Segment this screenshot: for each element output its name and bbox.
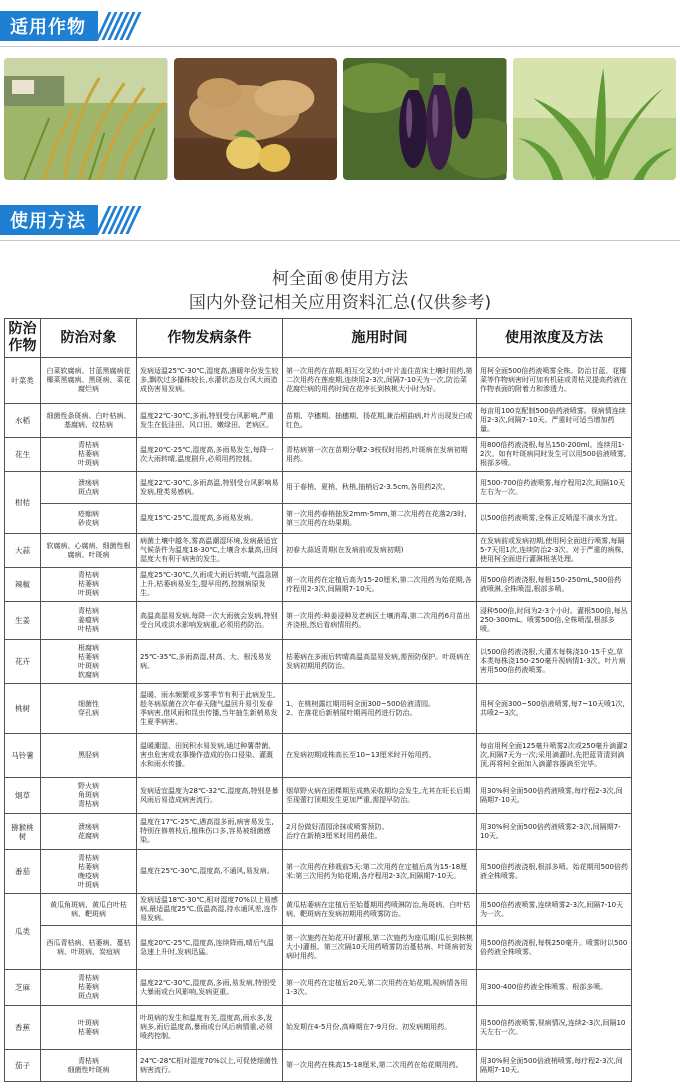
method-cell: 用500倍药液浇根,每根150-250mL,500倍药液喷淋,全株喷湿,根部多喷。 bbox=[477, 568, 632, 602]
condition-cell: 温度20℃-25℃,湿度高,多雨易发生,每降一次大雨转晴,温度剧升,必须用药控制。 bbox=[137, 438, 283, 472]
crop-photos bbox=[4, 58, 676, 180]
table-row bbox=[5, 358, 632, 404]
method-cell: 用300-400倍药液全株喷雾。根部多喷。 bbox=[477, 970, 632, 1006]
condition-cell: 叶斑病的发生和温度有关,湿度高,雨水多,发病多,雨后温度高,暴雨或台风后病情重,必须喷药控制。 bbox=[137, 1006, 283, 1050]
table-row bbox=[5, 602, 632, 640]
time-cell: 第一次用药在定植后高为15-20厘米,第二次用药为始花期,各疗程用2-3次,间隔期7-10天。 bbox=[283, 568, 477, 602]
table-row bbox=[5, 472, 632, 504]
disease-cell: 疮痂病 砂皮病 bbox=[41, 504, 137, 534]
disease-cell: 西瓜青枯病、枯萎病、蔓枯病、叶斑病、炭疽病 bbox=[41, 926, 137, 970]
time-cell: 初春大蒜返青期(在发病前或发病初期) bbox=[283, 534, 477, 568]
table-row bbox=[5, 640, 632, 684]
header-target: 防治对象 bbox=[41, 319, 137, 358]
crop-cell: 大蒜 bbox=[5, 534, 41, 568]
method-cell: 以500倍药液浇根,大灌木每株浇10-15千克,草本类每株浇150-250毫升视病情1-3次。叶片病害用500倍药液喷雾。 bbox=[477, 640, 632, 684]
time-cell: 青枯病第一次在苗期分孽2-3枝权时用药,叶斑病在发病初期用药。 bbox=[283, 438, 477, 472]
disease-cell: 青枯病 枯萎病 晚疫病 叶斑病 bbox=[41, 850, 137, 894]
condition-cell: 温度在25℃-30℃,湿度高,不通风,易发病。 bbox=[137, 850, 283, 894]
crop-cell: 辣椒 bbox=[5, 568, 41, 602]
table-row bbox=[5, 734, 632, 778]
table-row bbox=[5, 1050, 632, 1082]
time-cell: 1、在桃树露红期用柯全面300~500倍液清园。 2、在落花后新梢展叶期再用药进行防治。 bbox=[283, 684, 477, 734]
table-row bbox=[5, 534, 632, 568]
disease-cell: 细菌性 穿孔病 bbox=[41, 684, 137, 734]
condition-cell: 温度22℃-30℃,多雨高温,特别受台风影响易发病,橙类易感病。 bbox=[137, 472, 283, 504]
condition-cell: 温度25℃-30℃,久雨或大雨后转晴,气温急剧上升,枯萎病易发生,提早用药,控制病原发生。 bbox=[137, 568, 283, 602]
method-cell: 以500倍药液喷雾,全株正反喷湿不滴水为宜。 bbox=[477, 504, 632, 534]
table-row bbox=[5, 894, 632, 926]
time-cell: 黄瓜枯萎病在定植后至始蔓期用药喷淋防治,角斑病、白叶枯病、靶斑病在发病初期用药喷雾防治。 bbox=[283, 894, 477, 926]
time-cell: 第一次用药在苗期,相互交叉的小叶片盖住苗床土壤时用药,第二次用药在莲座期,连续用2-3次,间隔7-10天为一次,防治菜花腐烂病的用药时间在花序长到核桃大小时为好。 bbox=[283, 358, 477, 404]
disease-cell: 青枯病 枯萎病 叶斑病 bbox=[41, 568, 137, 602]
eggplant-photo bbox=[343, 58, 507, 180]
condition-cell: 发病适温18℃-30℃,相对湿度70%以上易感病,最适温度25℃,低温高湿,持水通风差,连作易发病。 bbox=[137, 894, 283, 926]
plant-photo bbox=[513, 58, 677, 180]
method-cell: 用500-700倍药液喷雾,每疗程用2次,间隔10天左右为一次。 bbox=[477, 472, 632, 504]
condition-cell: 温度22℃-30℃,多雨,特别受台风影响,严重发生在低洼田、风口田、嫩绿田、老病区。 bbox=[137, 404, 283, 438]
crop-cell: 花生 bbox=[5, 438, 41, 472]
table-row bbox=[5, 404, 632, 438]
crops-section-title: 适用作物 bbox=[0, 11, 98, 41]
time-cell: 第一次用药在定植后20天,第二次用药在始花期,视病情各用1-3次。 bbox=[283, 970, 477, 1006]
disease-cell: 青枯病 枯萎病 叶斑病 bbox=[41, 438, 137, 472]
method-cell: 用柯全面500倍药液喷雾全株。防治甘蓝、花椰菜等作物病害时可加有机硅或青枯灵提高药液在作物表面的附着力和渗透力。 bbox=[477, 358, 632, 404]
usage-table bbox=[4, 318, 632, 1082]
table-row bbox=[5, 778, 632, 814]
time-cell: 在发病初期或株高长至10~13厘米时开始用药。 bbox=[283, 734, 477, 778]
crop-cell: 茄子 bbox=[5, 1050, 41, 1082]
doc-subtitle: 国内外登记相关应用资料汇总(仅供参考) bbox=[188, 293, 492, 313]
header-condition: 作物发病条件 bbox=[137, 319, 283, 358]
method-cell: 用30%柯全面500倍药液喷雾,每疗程2-3次,间隔期7-10天。 bbox=[477, 778, 632, 814]
divider bbox=[0, 46, 680, 47]
condition-cell: 温度在17℃-25℃,遇高湿多雨,病害易发生,特别在修剪枝后,植株伤口多,容易被细菌感染。 bbox=[137, 814, 283, 850]
crop-cell: 生姜 bbox=[5, 602, 41, 640]
disease-cell: 野火病 角斑病 青枯病 bbox=[41, 778, 137, 814]
header-crop: 防治作物 bbox=[5, 319, 41, 358]
rice-photo bbox=[4, 58, 168, 180]
disease-cell: 黄瓜角斑病、黄瓜白叶枯病、靶斑病 bbox=[41, 894, 137, 926]
crop-cell: 马铃薯 bbox=[5, 734, 41, 778]
crop-cell: 桃树 bbox=[5, 684, 41, 734]
condition-cell: 发病适温25℃-30℃,湿度高,遇暖年份发生较多,飘吹过多播株较长,水灌状态及台风大雨造成伤害易发病。 bbox=[137, 358, 283, 404]
table-row bbox=[5, 504, 632, 534]
table-row bbox=[5, 850, 632, 894]
time-cell: 第一次用药:种姜浸种及老病区土壤消毒,第二次用药6月苗出齐浇根,然后看病情用药。 bbox=[283, 602, 477, 640]
header-method: 使用浓度及方法 bbox=[477, 319, 632, 358]
header-time: 施用时间 bbox=[283, 319, 477, 358]
crop-cell: 猕猴桃树 bbox=[5, 814, 41, 850]
time-cell: 第一次用药春梢抽发2mm-5mm,第二次用药在花落2/3时,第三次用药在幼果期。 bbox=[283, 504, 477, 534]
condition-cell: 温度22℃-30℃,湿度高,多雨,易发病,特别受大暴雨或台风影响,发病更重。 bbox=[137, 970, 283, 1006]
disease-cell: 细菌性条斑病、白叶枯病、基腐病、纹枯病 bbox=[41, 404, 137, 438]
disease-cell: 青枯病 枯萎病 斑点病 bbox=[41, 970, 137, 1006]
disease-cell: 青枯病 细菌性叶斑病 bbox=[41, 1050, 137, 1082]
condition-cell: 25℃-35℃,多雨高湿,材高、大、根浅易发病。 bbox=[137, 640, 283, 684]
method-cell: 浸种500倍,时间为2-3个小时。灌根500倍,每丛250-300mL。喷雾500倍,全株喷湿,根部多喷。 bbox=[477, 602, 632, 640]
condition-cell: 高温高湿易发病,每降一次大雨就会发病,特别受台风或洪水影响发病重,必须用药防治。 bbox=[137, 602, 283, 640]
condition-cell: 病菌土壤中越冬,雾高温潮湿环境,发病最适宜气候条件为温度18-30℃,土壤含水量高,田间湿度大有利于病害的发生。 bbox=[137, 534, 283, 568]
time-cell: 第一次用药在株高15-18厘米,第二次用药在始花期用药。 bbox=[283, 1050, 477, 1082]
method-cell: 用800倍药液浇根,每丛150-200ml。连续用1-2次。如有叶斑病同时发生可以用500倍液喷雾,根部多喷。 bbox=[477, 438, 632, 472]
table-header-row bbox=[5, 319, 632, 358]
condition-cell: 温度15℃-25℃,湿度高,多雨易发病。 bbox=[137, 504, 283, 534]
method-cell: 用30%柯全面500倍液梢喷雾,每疗程2-3次,间隔期7-10天。 bbox=[477, 1050, 632, 1082]
table-row bbox=[5, 684, 632, 734]
method-cell: 用柯全面300~500倍液喷雾,每7~10天喷1次,共喷2~3次。 bbox=[477, 684, 632, 734]
disease-cell: 叶斑病 枯萎病 bbox=[41, 1006, 137, 1050]
method-cell: 每亩用100克配制500倍药液喷雾。视病情连续用2-3次,间隔7-10天。严重时可适当增加药量。 bbox=[477, 404, 632, 438]
crop-cell: 瓜类 bbox=[5, 894, 41, 970]
crops-section-banner bbox=[0, 6, 138, 46]
crop-cell: 番茄 bbox=[5, 850, 41, 894]
method-cell: 每亩用柯全面125毫升喷雾2次或250毫升滴灌2次,间隔7天为一次;采用滴灌时,先把蓝背清到滴顶,再将柯全面加入滴灌容器滴至完毕。 bbox=[477, 734, 632, 778]
table-row bbox=[5, 1006, 632, 1050]
time-cell: 2月份做好清园涂抹或喷雾预防。 治疗在新梢3厘米时用药最佳。 bbox=[283, 814, 477, 850]
time-cell: 苗期、孕穗期、抽穗期、扬花期,兼治稻曲病,叶片出现发白或红色。 bbox=[283, 404, 477, 438]
method-cell: 用500倍药液喷雾,连续喷雾2-3次,间隔7-10天为一次。 bbox=[477, 894, 632, 926]
time-cell: 第一次用药在移栽前5天:第二次用药在定植后高为15-18厘米:第三次用药为始花期,各疗程用2-3次,间隔期7-10天。 bbox=[283, 850, 477, 894]
disease-cell: 白菜软腐病、甘蓝黑腐病花椰菜黑腐病、黑斑病、菜花腐烂病 bbox=[41, 358, 137, 404]
crop-cell: 芝麻 bbox=[5, 970, 41, 1006]
crop-cell: 花卉 bbox=[5, 640, 41, 684]
banner-stripes bbox=[102, 206, 138, 234]
table-row bbox=[5, 970, 632, 1006]
table-row bbox=[5, 568, 632, 602]
disease-cell: 溃疡病 花腐病 bbox=[41, 814, 137, 850]
disease-cell: 溃疡病 斑点病 bbox=[41, 472, 137, 504]
crop-cell: 烟草 bbox=[5, 778, 41, 814]
table-row bbox=[5, 814, 632, 850]
condition-cell: 发病适宜温度为28℃-32℃,湿度高,特别是暴风雨后易造成病害流行。 bbox=[137, 778, 283, 814]
disease-cell: 青枯病 姜瘟病 叶枯病 bbox=[41, 602, 137, 640]
banner-stripes bbox=[102, 12, 138, 40]
divider bbox=[0, 240, 680, 241]
disease-cell: 黑胫病 bbox=[41, 734, 137, 778]
method-cell: 用500倍药液喷雾,视病情况,连续2-3次,间隔10天左右一次。 bbox=[477, 1006, 632, 1050]
usage-section-banner bbox=[0, 200, 138, 240]
table-row bbox=[5, 926, 632, 970]
method-cell: 用500倍药液浇根,根部多喷。始花期用500倍药液全株喷雾。 bbox=[477, 850, 632, 894]
table-body bbox=[5, 358, 632, 1082]
crop-cell: 水稻 bbox=[5, 404, 41, 438]
crop-cell: 叶菜类 bbox=[5, 358, 41, 404]
disease-cell: 软腐病、心腐病、细菌性根腐病、叶斑病 bbox=[41, 534, 137, 568]
ginger-photo bbox=[174, 58, 338, 180]
doc-title: 柯全面®使用方法 bbox=[272, 269, 408, 289]
crop-cell: 柑桔 bbox=[5, 472, 41, 534]
time-cell: 用于春梢、夏梢、秋梢,抽梢后2-3.5cm,各用药2次。 bbox=[283, 472, 477, 504]
time-cell: 始发期在4-5月份,高峰期在7-9月份。初发病期用药。 bbox=[283, 1006, 477, 1050]
crop-cell: 香蕉 bbox=[5, 1006, 41, 1050]
condition-cell: 24℃-28℃相对湿度70%以上,可促使细菌性病害流行。 bbox=[137, 1050, 283, 1082]
condition-cell: 温暖潮湿、田间积水易发病,通过种薯带菌、害虫危害或农事操作造成的伤口侵染、灌溉水和雨水传播。 bbox=[137, 734, 283, 778]
time-cell: 第一次施药在始花开时灌根,第二次施药为座瓜期(瓜长到核桃大小)灌根。第三次隔10天用药喷雾防治蔓枯病、叶斑病初发病时用药。 bbox=[283, 926, 477, 970]
usage-section-title: 使用方法 bbox=[0, 205, 98, 235]
method-cell: 用30%柯全面500倍药液喷雾2-3次,间隔期7-10天。 bbox=[477, 814, 632, 850]
time-cell: 枯萎病在多雨后转晴高温高湿易发病,需预防保护。叶斑病在发病初期用药防治。 bbox=[283, 640, 477, 684]
condition-cell: 温度20℃-25℃,湿度高,连续降雨,晴后气温急速上升时,发病迅猛。 bbox=[137, 926, 283, 970]
time-cell: 烟草野火病在团棵期至成熟采收期均会发生,尤其在旺长后期至现蕾打顶期发生更加严重,需提早防治。 bbox=[283, 778, 477, 814]
disease-cell: 根腐病 枯萎病 叶斑病 软腐病 bbox=[41, 640, 137, 684]
method-cell: 在发病前或发病初期,使用柯全面进行喷雾,每隔5-7天用1次,连续防治2-3次。对于严重的病株,使用柯全面进行灌淋根茎处理。 bbox=[477, 534, 632, 568]
condition-cell: 温暖、雨水频繁或多雾季节有利于此病发生,趁冬病原菌在次年春天随气温回升易引发春季病害,借风雨和昆虫传播,当年抽生新梢易发生夏季病害。 bbox=[137, 684, 283, 734]
table-row bbox=[5, 438, 632, 472]
method-cell: 用500倍药液浇根,每株250毫升。喷雾时以500倍药液全株喷雾。 bbox=[477, 926, 632, 970]
